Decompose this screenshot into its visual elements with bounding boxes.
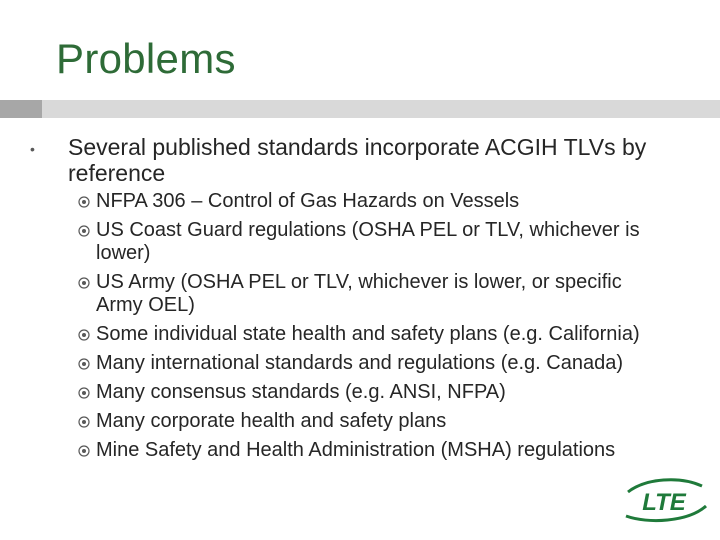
sub-bullet-text: Many consensus standards (e.g. ANSI, NFPA)	[96, 381, 506, 403]
sub-bullet-item	[0, 410, 656, 433]
sub-bullet-text: US Army (OSHA PEL or TLV, whichever is lower, or specific Army OEL)	[96, 271, 622, 316]
circle-target-bullet-icon	[78, 445, 90, 457]
circle-target-bullet-icon	[78, 196, 90, 208]
circle-target-bullet-icon	[78, 387, 90, 399]
sub-bullet-text: Some individual state health and safety plans (e.g. California)	[96, 323, 640, 345]
sub-bullet-item	[0, 352, 656, 375]
sub-bullet-text: NFPA 306 – Control of Gas Hazards on Vessels	[96, 190, 520, 212]
title-divider-bar	[42, 100, 720, 118]
sub-bullet-item	[0, 439, 656, 462]
sub-bullet-item	[0, 381, 656, 404]
sub-bullet-list	[0, 190, 720, 468]
sub-bullet-item	[0, 190, 656, 213]
slide-title: Problems	[56, 35, 236, 82]
main-bullet-dot-icon: •	[30, 141, 35, 157]
main-bullet-text: Several published standards incorporate ACGIH TLVs by reference	[68, 134, 647, 186]
sub-bullet-text: Many international standards and regulations (e.g. Canada)	[96, 352, 623, 374]
sub-bullet-text: US Coast Guard regulations (OSHA PEL or TLV, whichever is lower)	[96, 219, 640, 264]
sub-bullet-text: Mine Safety and Health Administration (MSHA) regulations	[96, 439, 616, 461]
sub-bullet-item	[0, 219, 656, 265]
circle-target-bullet-icon	[78, 329, 90, 341]
circle-target-bullet-icon	[78, 416, 90, 428]
sub-bullet-item	[0, 323, 656, 346]
circle-target-bullet-icon	[78, 358, 90, 370]
sub-bullet-text: Many corporate health and safety plans	[96, 410, 447, 432]
logo-text: LTE	[642, 489, 686, 516]
circle-target-bullet-icon	[78, 277, 90, 289]
sub-bullet-item	[0, 271, 656, 317]
circle-target-bullet-icon	[78, 225, 90, 237]
title-divider-accent	[0, 100, 42, 118]
lte-logo	[618, 476, 710, 524]
